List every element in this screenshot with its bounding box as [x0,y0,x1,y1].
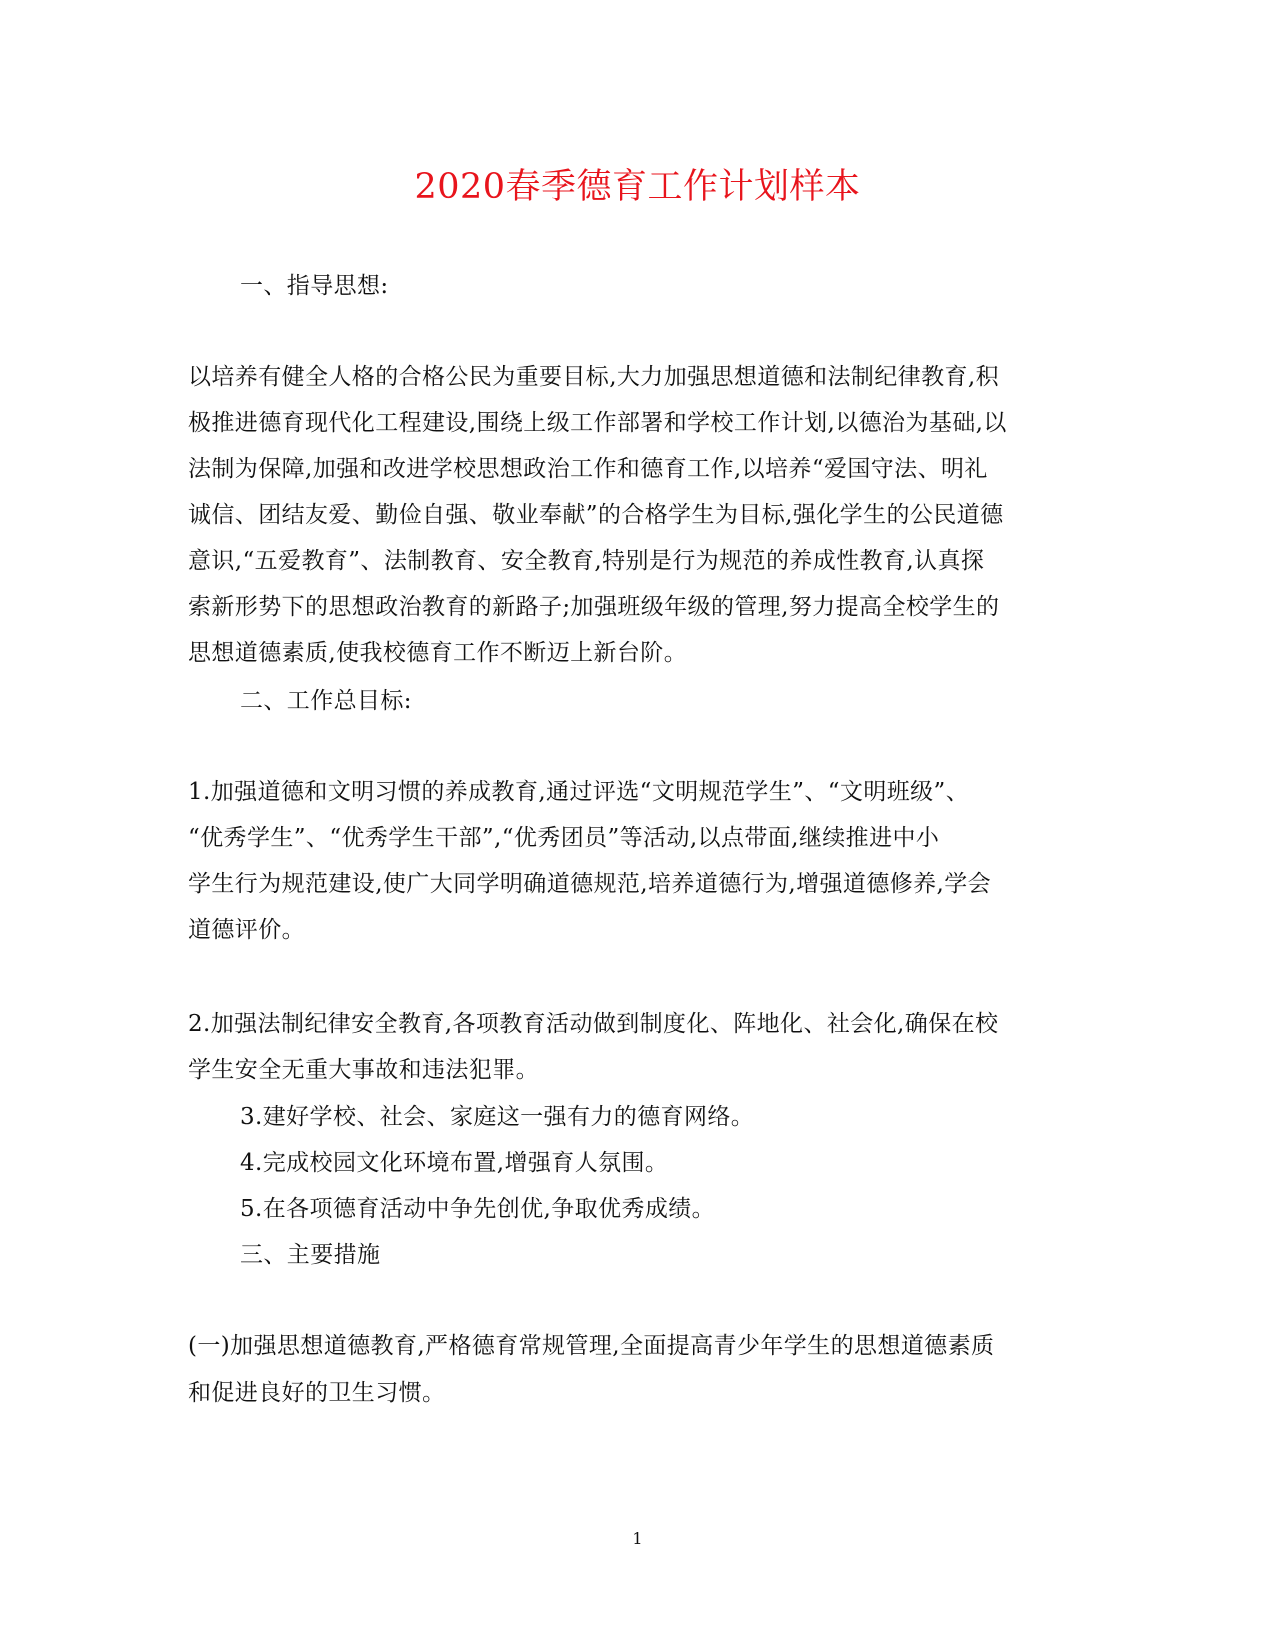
document-title: 2020春季德育工作计划样本 [414,167,861,207]
paragraph-line: 法制为保障,加强和改进学校思想政治工作和德育工作,以培养“爱国守法、明礼 [188,456,988,482]
section-heading: 一、指导思想: [240,273,389,299]
paragraph-line: 诚信、团结友爱、勤俭自强、敬业奉献”的合格学生为目标,强化学生的公民道德 [188,502,1004,528]
list-item-line: 学生安全无重大事故和违法犯罪。 [188,1057,539,1083]
list-item-line: 1.加强道德和文明习惯的养成教育,通过评选“文明规范学生”、“文明班级”、 [188,779,970,805]
paragraph-line: 索新形势下的思想政治教育的新路子;加强班级年级的管理,努力提高全校学生的 [188,594,1000,620]
list-item-line: 2.加强法制纪律安全教育,各项教育活动做到制度化、阵地化、社会化,确保在校 [188,1011,999,1037]
section-heading: 二、工作总目标: [240,688,412,714]
paragraph-line: 极推进德育现代化工程建设,围绕上级工作部署和学校工作计划,以德治为基础,以 [188,410,1007,436]
list-item: 3.建好学校、社会、家庭这一强有力的德育网络。 [240,1104,755,1130]
paragraph-line: 和促进良好的卫生习惯。 [188,1380,446,1406]
paragraph-line: 以培养有健全人格的合格公民为重要目标,大力加强思想道德和法制纪律教育,积 [188,364,1000,390]
list-item-line: 道德评价。 [188,917,305,943]
list-item-line: 学生行为规范建设,使广大同学明确道德规范,培养道德行为,增强道德修养,学会 [188,871,992,897]
paragraph-line: 思想道德素质,使我校德育工作不断迈上新台阶。 [188,640,688,666]
list-item: 4.完成校园文化环境布置,增强育人氛围。 [240,1150,669,1176]
page-number: 1 [632,1529,643,1548]
section-heading: 三、主要措施 [240,1242,381,1268]
list-item: 5.在各项德育活动中争先创优,争取优秀成绩。 [240,1196,716,1222]
paragraph-line: 意识,“五爱教育”、法制教育、安全教育,特别是行为规范的养成性教育,认真探 [188,548,985,574]
paragraph-line: (一)加强思想道德教育,严格德育常规管理,全面提高青少年学生的思想道德素质 [188,1333,995,1359]
list-item-line: “优秀学生”、“优秀学生干部”,“优秀团员”等活动,以点带面,继续推进中小 [188,825,940,851]
